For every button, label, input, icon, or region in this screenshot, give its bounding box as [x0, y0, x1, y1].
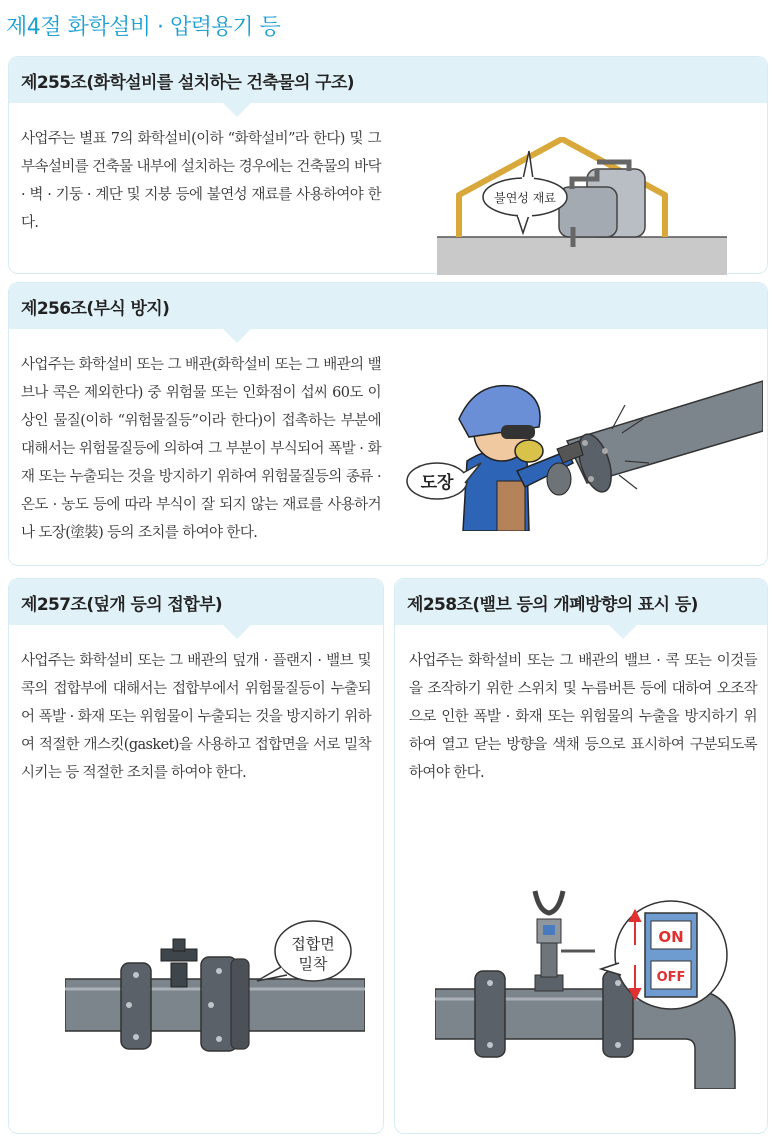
section-body: 사업주는 화학설비 또는 그 배관(화학설비 또는 그 배관의 밸브나 콕은 제외한다) 중 위험물 또는 인화점이 섭씨 60도 이상인 물질(이하 “위험물질등”이라 한다)이 접촉하는 부분에 대해서는 위험물질등에 의하여 그 부분이 부식되어 폭발 · 화재 또는 누출되는 것을 방지하기 위하여 위험물질등의 종류 · 온도 · 농도 등에 따라 부식이 잘 되지 않는 재료를 사용하거나 도장(塗裝) 등의 조치를 하여야 한다. — [21, 357, 381, 541]
section-header — [9, 579, 383, 625]
section-card-256 — [8, 282, 768, 566]
section-card-255 — [8, 56, 768, 274]
section-title: 제258조(밸브 등의 개폐방향의 표시 등) — [407, 595, 698, 615]
section-card-258 — [394, 578, 768, 1134]
section-body: 사업주는 화학설비 또는 그 배관의 밸브 · 콕 또는 이것들을 조작하기 위한 스위치 및 누름버튼 등에 대하여 오조작으로 인한 폭발 · 화재 또는 위험물의 누출을 방지하기 위하여 열고 닫는 방향을 색채 등으로 표시하여 구분되도록 하여야 한다. — [409, 653, 757, 781]
section-title: 제256조(부식 방지) — [21, 299, 170, 319]
header-pointer — [223, 329, 251, 343]
section-title: 제255조(화학설비를 설치하는 건축물의 구조) — [21, 73, 354, 93]
chapter-title: 제4절 화학설비 · 압력용기 등 — [6, 15, 281, 40]
building-illustration — [437, 137, 727, 275]
header-pointer — [223, 625, 251, 639]
bubble-text: 불연성 재료 — [494, 191, 556, 205]
header-pointer — [223, 103, 251, 117]
section-card-257 — [8, 578, 384, 1134]
bubble-text-line1: 접합면 — [291, 935, 335, 953]
bubble-text-line2: 밀착 — [298, 955, 328, 973]
section-body: 사업주는 화학설비 또는 그 배관의 덮개 · 플랜지 · 밸브 및 콕의 접합부에 대해서는 접합부에서 위험물질등이 누출되어 폭발 · 화재 또는 위험물이 누출되는 것을 방지하기 위하여 적절한 개스킷(gasket)을 사용하고 접합면을 서로 밀착시키는 등 적절한 조치를 하여야 한다. — [21, 653, 371, 781]
section-header — [395, 579, 767, 625]
flange-joint-illustration — [65, 919, 365, 1069]
valve-switch-illustration — [435, 889, 765, 1089]
section-body: 사업주는 별표 7의 화학설비(이하 “화학설비”라 한다) 및 그 부속설비를 건축물 내부에 설치하는 경우에는 건축물의 바닥 · 벽 · 기둥 · 계단 및 지붕 등에 불연성 재료를 사용하여야 한다. — [21, 131, 381, 231]
section-title: 제257조(덮개 등의 접합부) — [21, 595, 223, 615]
section-header — [9, 57, 767, 103]
on-label: ON — [658, 928, 684, 946]
bubble-text: 도장 — [420, 473, 454, 493]
off-label: OFF — [656, 970, 686, 985]
header-pointer — [609, 625, 637, 639]
section-header — [9, 283, 767, 329]
worker-painting-illustration — [397, 371, 763, 531]
